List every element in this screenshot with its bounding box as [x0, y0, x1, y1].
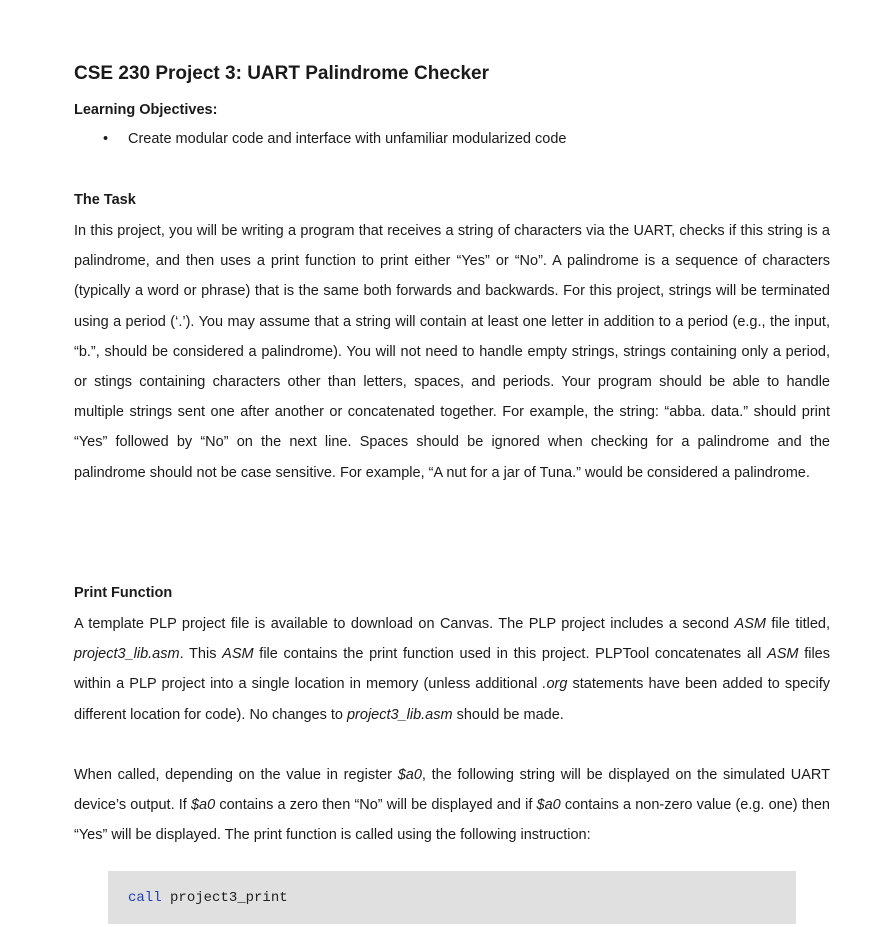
task-heading: The Task: [74, 192, 136, 208]
objectives-heading: Learning Objectives:: [74, 102, 218, 118]
page-title: CSE 230 Project 3: UART Palindrome Checker: [74, 63, 489, 84]
bullet-icon: •: [103, 131, 109, 147]
objective-text: Create modular code and interface with unfamiliar modularized code: [128, 131, 567, 147]
code-keyword: call: [128, 890, 162, 906]
task-paragraph: In this project, you will be writing a program that receives a string of characters via the UART, checks if this string is a palindrome, and then uses a print function to print either “Yes” or “No”. A palindrome is a sequence of characters (typically a word or phrase) that is the same both forwards and backwards. For this project, strings will be terminated using a period (‘.’). You may assume that a string will contain at least one letter in addition to a period (e.g., the input, “b.”, should be considered a palindrome). You will not need to handle empty strings, strings containing only a period, or stings containing characters other than letters, spaces, and periods. Your program should be able to handle multiple strings sent one after another or concatenated together. For example, the string: “abba. data.” should print “Yes” followed by “No” on the next line. Spaces should be ignored when checking for a palindrome and the palindrome should not be case sensitive. For example, “A nut for a jar of Tuna.” would be considered a palindrome.: [74, 223, 830, 481]
code-line: [128, 890, 288, 906]
code-block: [108, 871, 796, 924]
print-function-paragraph-1: A template PLP project file is available to download on Canvas. The PLP project includes a second ASM file titled, project3_lib.asm. This ASM file contains the print function used in this project. PLPTool concatenates all ASM files within a PLP project into a single location in memory (unless additional .org statements have been added to specify different location for code). No changes to project3_lib.asm should be made.: [74, 616, 831, 723]
code-argument: project3_print: [170, 890, 288, 906]
print-function-paragraph-2: When called, depending on the value in register $a0, the following string will be displayed on the simulated UART device’s output. If $a0 contains a zero then “No” will be displayed and if $a0 contains a non-zero value (e.g. one) then “Yes” will be displayed. The print function is called using the following instruction:: [74, 767, 830, 844]
print-function-heading: Print Function: [74, 585, 173, 601]
